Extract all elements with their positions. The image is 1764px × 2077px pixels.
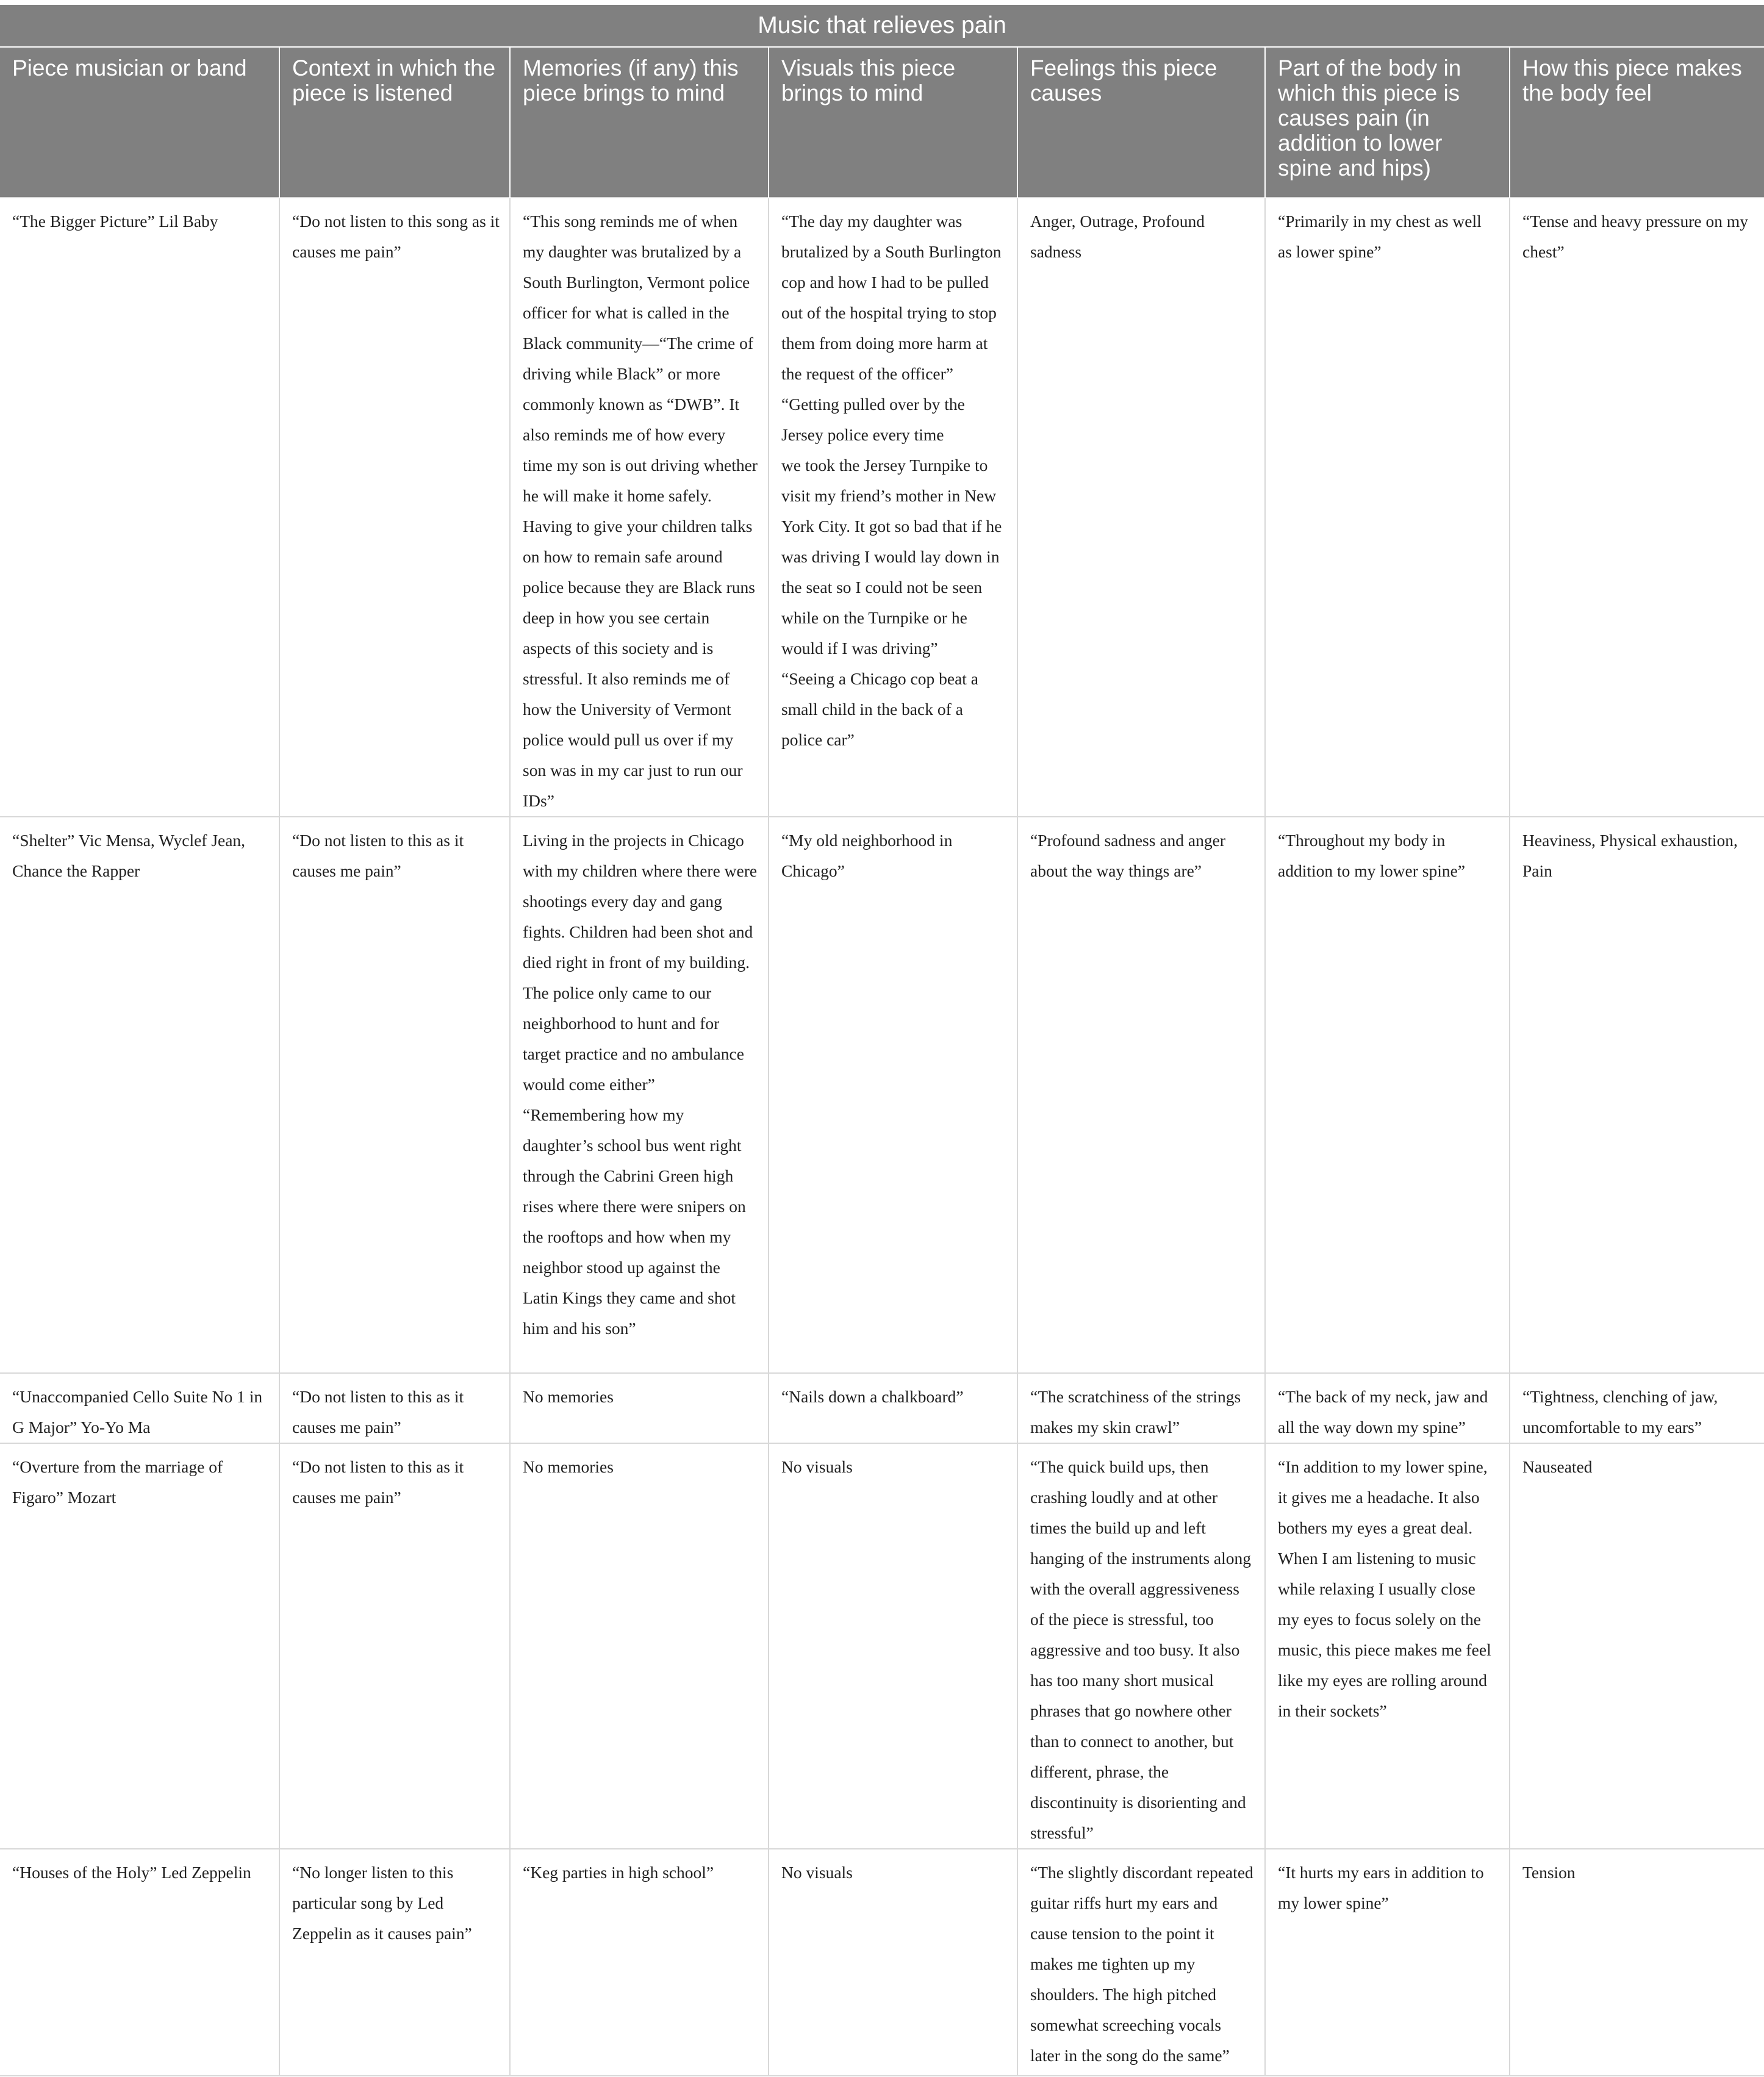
cell-body-feel: “Tightness, clenching of jaw, uncomfortable to my ears” <box>1510 1373 1764 1443</box>
cell-body-feel: Heaviness, Physical exhaustion, Pain <box>1510 817 1764 1373</box>
cell-body-feel: Tension <box>1510 1849 1764 2076</box>
header-feelings: Feelings this piece causes <box>1017 47 1265 198</box>
cell-piece: “Unaccompanied Cello Suite No 1 in G Major” Yo-Yo Ma <box>0 1373 279 1443</box>
header-piece: Piece musician or band <box>0 47 279 198</box>
cell-context: “Do not listen to this song as it causes me pain” <box>279 198 510 817</box>
cell-visuals <box>769 1373 1017 1443</box>
cell-memories <box>510 817 769 1373</box>
memory-text: “This song reminds me of when my daughter was brutalized by a South Burlington, Vermont police officer for what is called in the Black community—“The crime of driving while Black” or more commonly known as “DWB”. It also reminds me of how every time my son is out driving whether he will make it home safely. Having to give your children talks on how to remain safe around police because they are Black runs deep in how you see certain aspects of this society and is stressful. It also reminds me of how the University of Vermont police would pull us over if my son was in my car just to run our IDs” <box>523 212 758 810</box>
cell-visuals <box>769 1443 1017 1849</box>
table-row <box>0 1443 1764 1849</box>
cell-context: “Do not listen to this as it causes me pain” <box>279 1373 510 1443</box>
memory-text: “Remembering how my daughter’s school bus went right through the Cabrini Green high rises where there were snipers on the rooftops and how when my neighbor stood up against the Latin Kings they came and shot him and his son” <box>523 1105 746 1338</box>
cell-body-part: “In addition to my lower spine, it gives me a headache. It also bothers my eyes a great deal. When I am listening to music while relaxing I usually close my eyes to focus solely on the music, this piece makes me feel like my eyes are rolling around in their sockets” <box>1265 1443 1510 1849</box>
visual-text: “Getting pulled over by the Jersey police every time <box>781 395 965 444</box>
table-header-row <box>0 47 1764 198</box>
cell-feelings: “Profound sadness and anger about the way things are” <box>1017 817 1265 1373</box>
table-title: Music that relieves pain <box>0 5 1764 47</box>
cell-piece: “Shelter” Vic Mensa, Wyclef Jean, Chance the Rapper <box>0 817 279 1373</box>
cell-context: “Do not listen to this as it causes me pain” <box>279 1443 510 1849</box>
header-body-part: Part of the body in which this piece is causes pain (in addition to lower spine and hips) <box>1265 47 1510 198</box>
visual-text: “The day my daughter was brutalized by a South Burlington cop and how I had to be pulled out of the hospital trying to stop them from doing more harm at the request of the officer” <box>781 212 1002 383</box>
cell-memories <box>510 1373 769 1443</box>
table-row <box>0 198 1764 817</box>
cell-visuals <box>769 198 1017 817</box>
memory-text: Living in the projects in Chicago with my children where there were shootings every day and gang fights. Children had been shot and died right in front of my building. The police only came to our neighborhood to hunt and for target practice and no ambulance would come either” <box>523 831 758 1094</box>
visual-text: “My old neighborhood in Chicago” <box>781 831 953 880</box>
cell-context: “No longer listen to this particular song by Led Zeppelin as it causes pain” <box>279 1849 510 2076</box>
memory-text: No memories <box>523 1387 614 1406</box>
memory-text: No memories <box>523 1457 614 1476</box>
table-row <box>0 1849 1764 2076</box>
header-context: Context in which the piece is listened <box>279 47 510 198</box>
memory-text: “Keg parties in high school” <box>523 1863 714 1882</box>
cell-body-feel: Nauseated <box>1510 1443 1764 1849</box>
cell-memories <box>510 1849 769 2076</box>
cell-visuals <box>769 817 1017 1373</box>
cell-feelings: “The scratchiness of the strings makes my skin crawl” <box>1017 1373 1265 1443</box>
cell-visuals <box>769 1849 1017 2076</box>
header-memories: Memories (if any) this piece brings to mind <box>510 47 769 198</box>
cell-body-part: “Primarily in my chest as well as lower spine” <box>1265 198 1510 817</box>
cell-body-part: “The back of my neck, jaw and all the way down my spine” <box>1265 1373 1510 1443</box>
visual-text: we took the Jersey Turnpike to visit my friend’s mother in New York City. It got so bad that if he was driving I would lay down in the seat so I could not be seen while on the Turnpike or he would if I was driving” <box>781 456 1002 658</box>
cell-feelings: “The slightly discordant repeated guitar riffs hurt my ears and cause tension to the point it makes me tighten up my shoulders. The high pitched somewhat screeching vocals later in the song do the same” <box>1017 1849 1265 2076</box>
header-visuals: Visuals this piece brings to mind <box>769 47 1017 198</box>
cell-piece: “Overture from the marriage of Figaro” Mozart <box>0 1443 279 1849</box>
music-table <box>0 5 1764 2076</box>
cell-memories <box>510 1443 769 1849</box>
table-row <box>0 817 1764 1373</box>
visual-text: “Nails down a chalkboard” <box>781 1387 964 1406</box>
header-body-feel: How this piece makes the body feel <box>1510 47 1764 198</box>
cell-piece: “The Bigger Picture” Lil Baby <box>0 198 279 817</box>
visual-text: “Seeing a Chicago cop beat a small child in the back of a police car” <box>781 669 978 749</box>
cell-body-part: “It hurts my ears in addition to my lower spine” <box>1265 1849 1510 2076</box>
cell-memories <box>510 198 769 817</box>
cell-piece: “Houses of the Holy” Led Zeppelin <box>0 1849 279 2076</box>
cell-feelings: Anger, Outrage, Profound sadness <box>1017 198 1265 817</box>
visual-text: No visuals <box>781 1863 853 1882</box>
visual-text: No visuals <box>781 1457 853 1476</box>
cell-body-feel: “Tense and heavy pressure on my chest” <box>1510 198 1764 817</box>
table-title-row <box>0 5 1764 47</box>
cell-body-part: “Throughout my body in addition to my lower spine” <box>1265 817 1510 1373</box>
cell-feelings: “The quick build ups, then crashing loudly and at other times the build up and left hanging of the instruments along with the overall aggressiveness of the piece is stressful, too aggressive and too busy. It also has too many short musical phrases that go nowhere other than to connect to another, but different, phrase, the discontinuity is disorienting and stressful” <box>1017 1443 1265 1849</box>
table-row <box>0 1373 1764 1443</box>
cell-context: “Do not listen to this as it causes me pain” <box>279 817 510 1373</box>
